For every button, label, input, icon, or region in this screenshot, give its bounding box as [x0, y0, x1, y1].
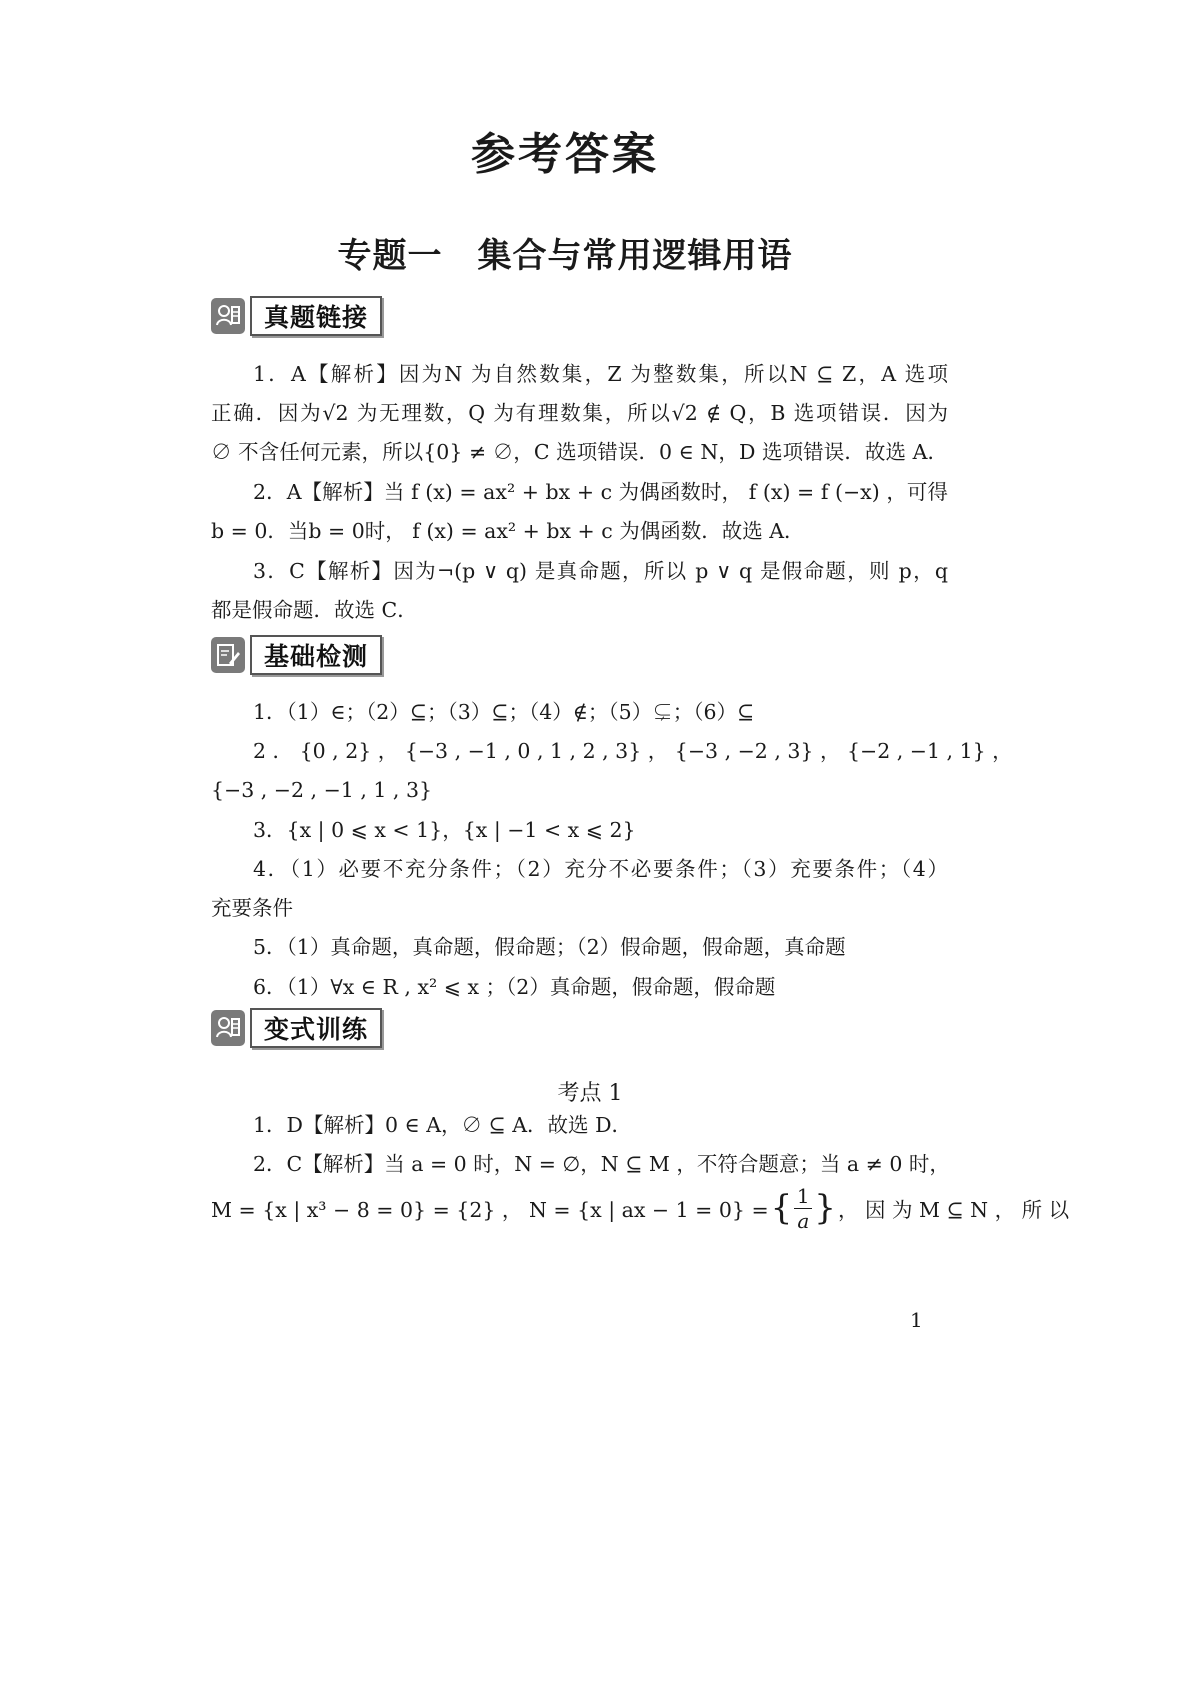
- person-note-icon: [211, 1010, 245, 1046]
- fraction-denominator: a: [797, 1208, 810, 1233]
- answer-line: 2．C【解析】当 a = 0 时，N = ∅，N ⊆ M ，不符合题意；当 a ≠ 0 时，: [253, 1152, 950, 1176]
- answer-line: 1．（1）∈；（2）⊆；（3）⊆；（4）∉；（5）⊊；（6）⊆: [253, 700, 755, 724]
- page-title: 参考答案: [471, 129, 659, 180]
- answer-line: 4．（1）必要不充分条件；（2）充分不必要条件；（3）充要条件；（4）: [253, 857, 948, 881]
- fraction: [794, 1184, 812, 1233]
- fraction-numerator: 1: [796, 1183, 810, 1208]
- answer-line: 3．{x | 0 ⩽ x < 1}，{x | −1 < x ⩽ 2}: [253, 818, 636, 842]
- answer-line: 正确．因为√2 为无理数，Q 为有理数集，所以√2 ∉ Q，B 选项错误．因为: [211, 401, 948, 425]
- section-label: 真题链接: [250, 296, 382, 336]
- edit-note-icon: [211, 637, 245, 673]
- subsection-title: 考点 1: [557, 1081, 623, 1106]
- answer-line: 充要条件: [211, 896, 293, 920]
- answer-line: 5．（1）真命题，真命题，假命题；（2）假命题，假命题，真命题: [253, 935, 846, 959]
- answer-line-with-fraction: [211, 1180, 1070, 1236]
- section-header-variant-training: [211, 1006, 382, 1050]
- brace-close: }: [814, 1188, 836, 1228]
- brace-open: {: [770, 1188, 793, 1228]
- answer-line: 都是假命题．故选 C．: [211, 598, 418, 622]
- answer-line: 2 ． {0 , 2} ， {−3 , −1 , 0 , 1 , 2 , 3} ， {−3 , −2 , 3} ， {−2 , −1 , 1} ，: [253, 739, 1013, 763]
- section-header-basic-test: [211, 633, 382, 677]
- answer-line: 1．D【解析】0 ∈ A，∅ ⊆ A．故选 D．: [253, 1113, 632, 1137]
- topic-title: 专题一 集合与常用逻辑用语: [337, 236, 793, 276]
- answer-line: {−3 , −2 , −1 , 1 , 3}: [211, 778, 433, 802]
- answer-line: 3．C【解析】因为¬(p ∨ q) 是真命题，所以 p ∨ q 是假命题，则 p，q: [253, 559, 948, 583]
- answer-line: b = 0．当b = 0时， f (x) = ax² + bx + c 为偶函数．故选 A．: [211, 519, 805, 543]
- section-label: 变式训练: [250, 1008, 382, 1048]
- formula-text: ， 因 为 M ⊆ N ， 所 以: [837, 1198, 1070, 1222]
- answer-line: ∅ 不含任何元素，所以{0} ≠ ∅，C 选项错误．0 ∈ N，D 选项错误．故选 A．: [211, 440, 948, 464]
- section-label: 基础检测: [250, 635, 382, 675]
- answer-line: 6．（1）∀x ∈ R , x² ⩽ x ；（2）真命题，假命题，假命题: [253, 975, 776, 999]
- formula-text: M = {x | x³ − 8 = 0} = {2} ， N = {x | ax − 1 = 0} =: [211, 1198, 769, 1222]
- person-note-icon: [211, 298, 245, 334]
- answer-line: 1．A【解析】因为N 为自然数集，Z 为整数集，所以N ⊆ Z，A 选项: [253, 362, 948, 386]
- section-header-real-questions: [211, 294, 382, 338]
- answer-line: 2．A【解析】当 f (x) = ax² + bx + c 为偶函数时， f (x) = f (−x) ，可得: [253, 480, 948, 504]
- page-number: 1: [910, 1308, 923, 1332]
